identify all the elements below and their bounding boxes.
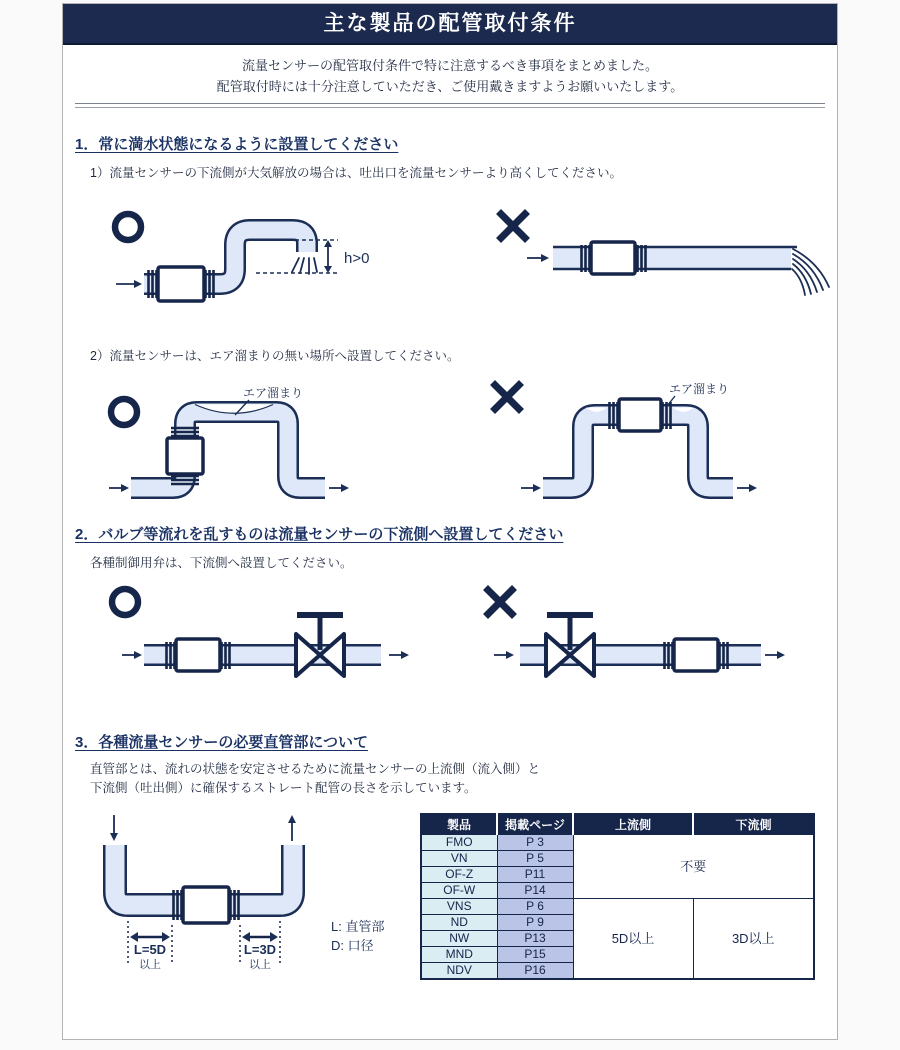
height-dimension-arrow-icon	[324, 240, 332, 273]
downstream-length-sub: 以上	[249, 959, 271, 971]
section1-item1: 1）流量センサーの下流側が大気解放の場合は、吐出口を流量センサーより高くしてください。	[90, 166, 622, 180]
product-cell: NW	[421, 931, 497, 947]
bad-mark-icon	[495, 385, 519, 409]
upstream-length-sub: 以上	[139, 959, 161, 971]
page-cell: P 9	[497, 915, 573, 931]
flow-sensor	[167, 639, 230, 671]
legend-straight-run: L: 直管部	[331, 919, 385, 934]
product-cell: MND	[421, 947, 497, 963]
good-mark-icon	[111, 399, 137, 425]
dimension-legend	[331, 917, 384, 955]
diagram-straight-run	[78, 801, 350, 979]
diagram-airpocket-bad	[483, 372, 768, 522]
water-spray-icon	[292, 258, 317, 274]
diagram-discharge-good	[88, 200, 480, 328]
intro-text	[63, 55, 837, 97]
air-pocket-label: エア溜まり	[669, 382, 730, 396]
upstream-length-label: L=5D	[133, 942, 167, 957]
table-row	[421, 899, 814, 915]
diagram-valve-bad	[478, 580, 830, 708]
product-cell: FMO	[421, 835, 497, 851]
diagram-airpocket-good	[83, 372, 358, 522]
section2-note: 各種制御用弁は、下流側へ設置してください。	[90, 556, 353, 570]
downstream-requirement-cell: 3D以上	[693, 899, 814, 980]
intro-line-2: 配管取付時には十分注意していただき、ご使用戴きますようお願いいたします。	[216, 79, 684, 94]
section2-heading: 2．バルブ等流れを乱すものは流量センサーの下流側へ設置してください	[75, 526, 564, 543]
upstream-requirement-cell: 5D以上	[573, 899, 693, 980]
col-header-page: 掲載ページ	[497, 814, 573, 835]
page-cell: P14	[497, 883, 573, 899]
no-straight-run-cell: 不要	[573, 835, 814, 899]
diagram-valve-good	[78, 580, 430, 708]
page-cell: P11	[497, 867, 573, 883]
page-cell: P 6	[497, 899, 573, 915]
valve-icon	[296, 615, 344, 676]
bad-mark-icon	[488, 590, 512, 614]
inlet-down-arrow-icon	[110, 815, 118, 841]
product-cell: ND	[421, 915, 497, 931]
flow-sensor	[149, 267, 214, 301]
table-row	[421, 835, 814, 851]
straight-run-table	[420, 813, 815, 980]
good-mark-icon	[112, 589, 138, 615]
col-header-downstream: 下流側	[693, 814, 814, 835]
water-pouring-icon	[792, 249, 829, 295]
section3-note-2: 下流側（吐出側）に確保するストレート配管の長さを示しています。	[90, 781, 477, 795]
page-cell: P16	[497, 963, 573, 980]
valve-icon	[546, 615, 594, 676]
page-cell: P15	[497, 947, 573, 963]
intro-line-1: 流量センサーの配管取付条件で特に注意するべき事項をまとめました。	[241, 58, 658, 73]
product-cell: VN	[421, 851, 497, 867]
flow-sensor	[610, 399, 671, 431]
page-cell: P 3	[497, 835, 573, 851]
product-cell: VNS	[421, 899, 497, 915]
downstream-length-label: L=3D	[243, 942, 277, 957]
product-cell: NDV	[421, 963, 497, 980]
col-header-product: 製品	[421, 814, 497, 835]
section3-heading: 3．各種流量センサーの必要直管部について	[75, 734, 369, 751]
upstream-dimension-arrow-icon	[130, 932, 170, 942]
col-header-upstream: 上流側	[573, 814, 693, 835]
section1-item2: 2）流量センサーは、エア溜まりの無い場所へ設置してください。	[90, 349, 460, 363]
double-rule-divider	[75, 103, 825, 108]
air-pocket-label: エア溜まり	[243, 386, 304, 400]
product-cell: OF-W	[421, 883, 497, 899]
flow-sensor	[167, 428, 203, 484]
product-cell: OF-Z	[421, 867, 497, 883]
section3-note-1: 直管部とは、流れの状態を安定させるために流量センサーの上流側（流入側）と	[90, 762, 541, 776]
flow-sensor	[582, 242, 646, 274]
content-box	[62, 3, 838, 1040]
good-mark-icon	[115, 214, 141, 240]
outlet-up-arrow-icon	[288, 815, 296, 841]
diagram-discharge-bad	[491, 202, 843, 330]
bad-mark-icon	[501, 214, 525, 238]
flow-sensor	[174, 887, 239, 923]
page-title: 主な製品の配管取付条件	[63, 4, 837, 45]
page-cell: P 5	[497, 851, 573, 867]
page-cell: P13	[497, 931, 573, 947]
legend-diameter: D: 口径	[331, 938, 374, 953]
height-label: h>0	[344, 250, 370, 267]
flow-sensor	[665, 639, 728, 671]
downstream-dimension-arrow-icon	[242, 932, 278, 942]
table-header-row	[421, 814, 814, 835]
section1-heading: 1．常に満水状態になるように設置してください	[75, 136, 399, 153]
